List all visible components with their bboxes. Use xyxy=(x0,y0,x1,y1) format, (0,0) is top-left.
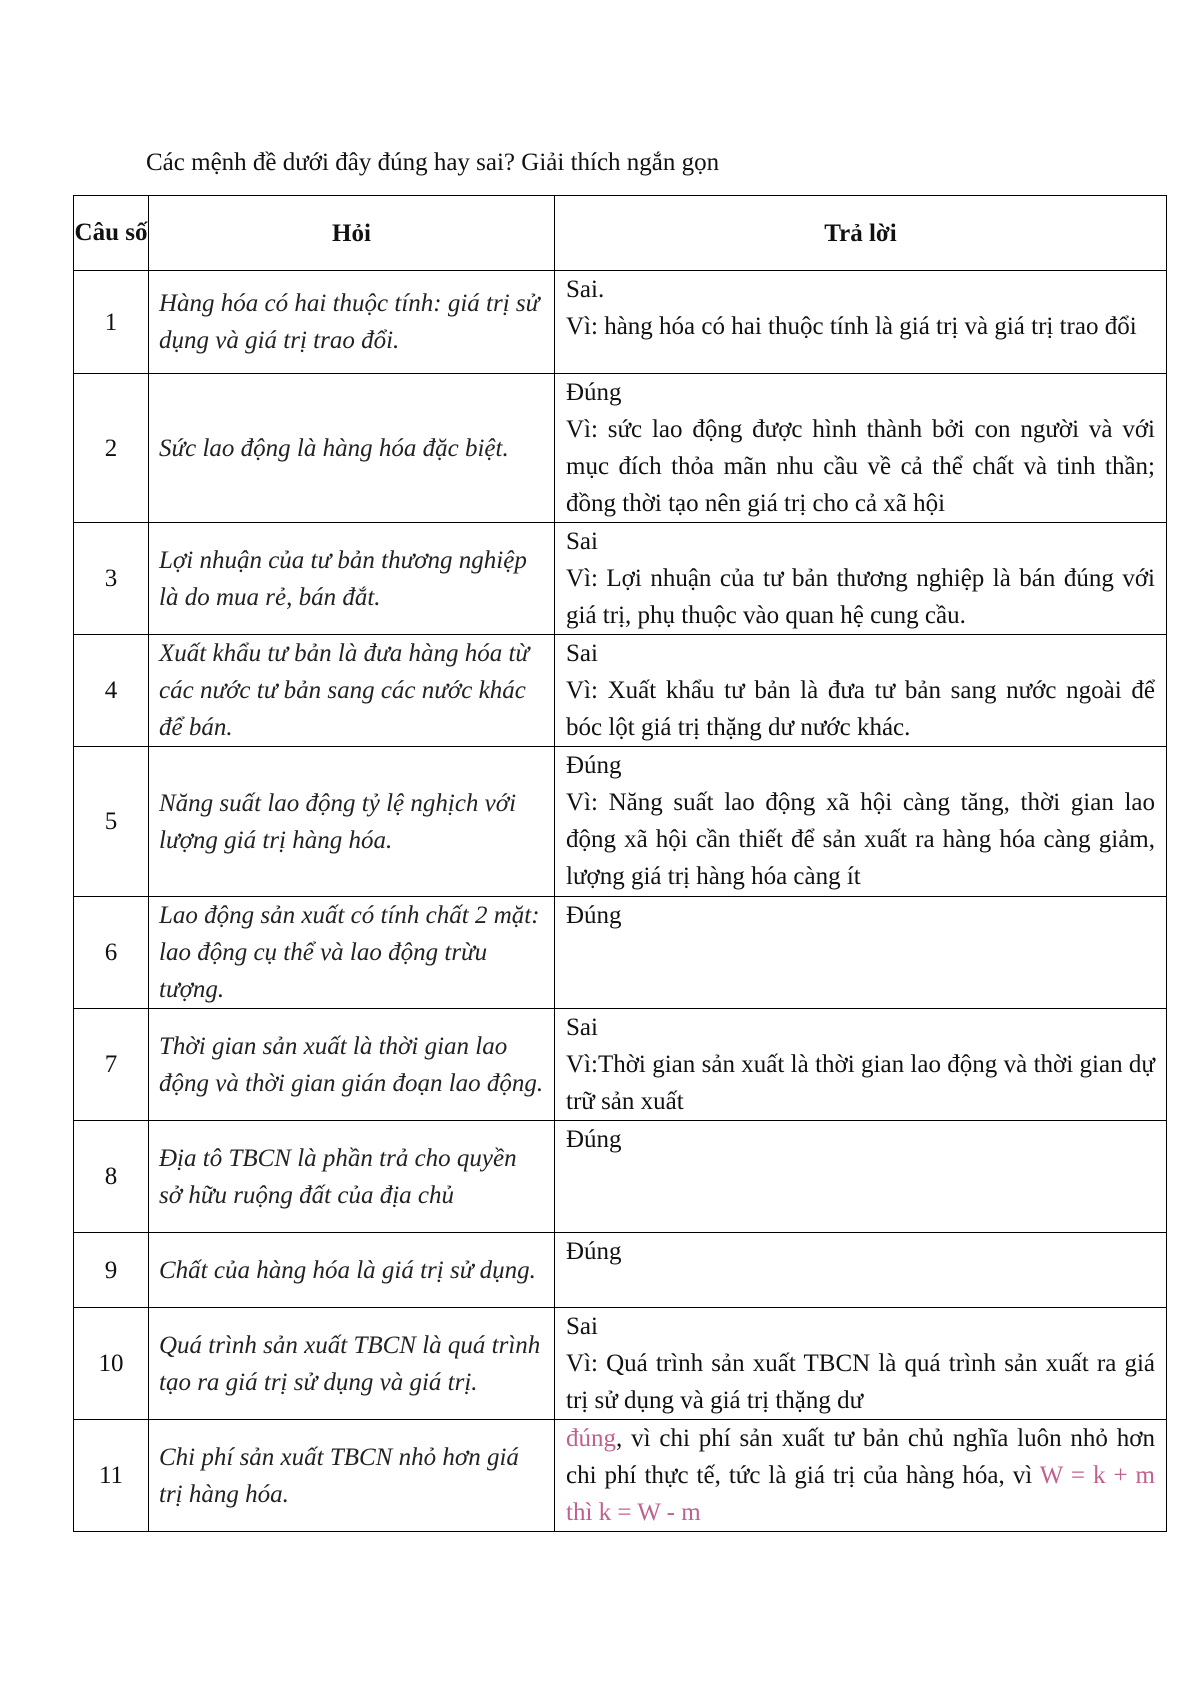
table-header-row xyxy=(74,196,1167,271)
answer-verdict: Đúng xyxy=(566,902,622,929)
table-row xyxy=(74,897,1167,1009)
answer-cell xyxy=(555,897,1167,1009)
row-number: 5 xyxy=(74,747,149,897)
question-text: Lợi nhuận của tư bản thương nghiệp là do mua rẻ, bán đắt. xyxy=(149,523,555,635)
table-row xyxy=(74,1121,1167,1233)
table-row xyxy=(74,635,1167,747)
answer-verdict: Đúng xyxy=(566,1238,622,1265)
answer-cell xyxy=(555,1009,1167,1121)
answer-cell xyxy=(555,1233,1167,1308)
answer-cell xyxy=(555,523,1167,635)
row-number: 4 xyxy=(74,635,149,747)
question-text: Thời gian sản xuất là thời gian lao động và thời gian gián đoạn lao động. xyxy=(149,1009,555,1121)
row-number: 1 xyxy=(74,271,149,374)
question-text: Lao động sản xuất có tính chất 2 mặt: lao động cụ thể và lao động trừu tượng. xyxy=(149,897,555,1009)
row-number: 10 xyxy=(74,1308,149,1420)
answer-verdict: Sai xyxy=(566,1014,598,1041)
answer-verdict: Sai xyxy=(566,1313,598,1340)
question-text: Địa tô TBCN là phần trả cho quyền sở hữu ruộng đất của địa chủ xyxy=(149,1121,555,1233)
table-row xyxy=(74,1420,1167,1532)
answer-verdict: Sai. xyxy=(566,276,605,303)
header-question: Hỏi xyxy=(149,196,555,271)
answer-explanation: Vì: Năng suất lao động xã hội càng tăng, thời gian lao động xã hội cần thiết để sản xuất ra hàng hóa càng giảm, lượng giá trị hàng hóa càng ít xyxy=(566,789,1155,890)
answer-cell xyxy=(555,1121,1167,1233)
table-row xyxy=(74,523,1167,635)
answer-explanation: , vì chi phí sản xuất tư bản chủ nghĩa luôn nhỏ hơn chi phí thực tế, tức là giá trị của hàng hóa, vì xyxy=(566,1425,1155,1489)
answer-verdict: Sai xyxy=(566,640,598,667)
answer-verdict: đúng xyxy=(566,1425,616,1452)
header-answer: Trả lời xyxy=(555,196,1167,271)
table-row xyxy=(74,1009,1167,1121)
answer-explanation: Vì: Lợi nhuận của tư bản thương nghiệp là bán đúng với giá trị, phụ thuộc vào quan hệ cung cầu. xyxy=(566,565,1155,629)
answer-explanation: Vì: Xuất khẩu tư bản là đưa tư bản sang nước ngoài để bóc lột giá trị thặng dư nước khác. xyxy=(566,677,1155,741)
row-number: 3 xyxy=(74,523,149,635)
question-text: Năng suất lao động tỷ lệ nghịch với lượng giá trị hàng hóa. xyxy=(149,747,555,897)
answer-cell xyxy=(555,1308,1167,1420)
question-text: Quá trình sản xuất TBCN là quá trình tạo ra giá trị sử dụng và giá trị. xyxy=(149,1308,555,1420)
question-text: Xuất khẩu tư bản là đưa hàng hóa từ các nước tư bản sang các nước khác để bán. xyxy=(149,635,555,747)
answer-verdict: Đúng xyxy=(566,379,622,406)
answer-formula: W = k + m thì k = W - m xyxy=(566,1462,1155,1526)
row-number: 2 xyxy=(74,374,149,523)
answer-cell xyxy=(555,1420,1167,1532)
question-text: Hàng hóa có hai thuộc tính: giá trị sử dụng và giá trị trao đổi. xyxy=(149,271,555,374)
instructions-heading: Các mệnh đề dưới đây đúng hay sai? Giải thích ngắn gọn xyxy=(146,149,720,176)
row-number: 9 xyxy=(74,1233,149,1308)
answer-cell xyxy=(555,747,1167,897)
question-text: Chi phí sản xuất TBCN nhỏ hơn giá trị hàng hóa. xyxy=(149,1420,555,1532)
table-row xyxy=(74,1233,1167,1308)
header-question-number: Câu số xyxy=(74,196,149,271)
answer-cell xyxy=(555,271,1167,374)
answer-verdict: Đúng xyxy=(566,752,622,779)
answer-cell xyxy=(555,374,1167,523)
answer-verdict: Đúng xyxy=(566,1126,622,1153)
row-number: 6 xyxy=(74,897,149,1009)
answer-explanation: Vì: Quá trình sản xuất TBCN là quá trình sản xuất ra giá trị sử dụng và giá trị thặng dư xyxy=(566,1350,1155,1414)
row-number: 7 xyxy=(74,1009,149,1121)
row-number: 8 xyxy=(74,1121,149,1233)
table-row xyxy=(74,1308,1167,1420)
answer-explanation: Vì:Thời gian sản xuất là thời gian lao động và thời gian dự trữ sản xuất xyxy=(566,1051,1155,1115)
answer-explanation: Vì: hàng hóa có hai thuộc tính là giá trị và giá trị trao đổi xyxy=(566,313,1137,340)
question-answer-table xyxy=(73,195,1167,1532)
table-row xyxy=(74,271,1167,374)
question-text: Sức lao động là hàng hóa đặc biệt. xyxy=(149,374,555,523)
answer-explanation: Vì: sức lao động được hình thành bởi con người và với mục đích thỏa mãn nhu cầu về cả thể chất và tinh thần; đồng thời tạo nên giá trị cho cả xã hội xyxy=(566,416,1155,517)
table-row xyxy=(74,374,1167,523)
row-number: 11 xyxy=(74,1420,149,1532)
table-row xyxy=(74,747,1167,897)
answer-verdict: Sai xyxy=(566,528,598,555)
question-text: Chất của hàng hóa là giá trị sử dụng. xyxy=(149,1233,555,1308)
answer-cell xyxy=(555,635,1167,747)
